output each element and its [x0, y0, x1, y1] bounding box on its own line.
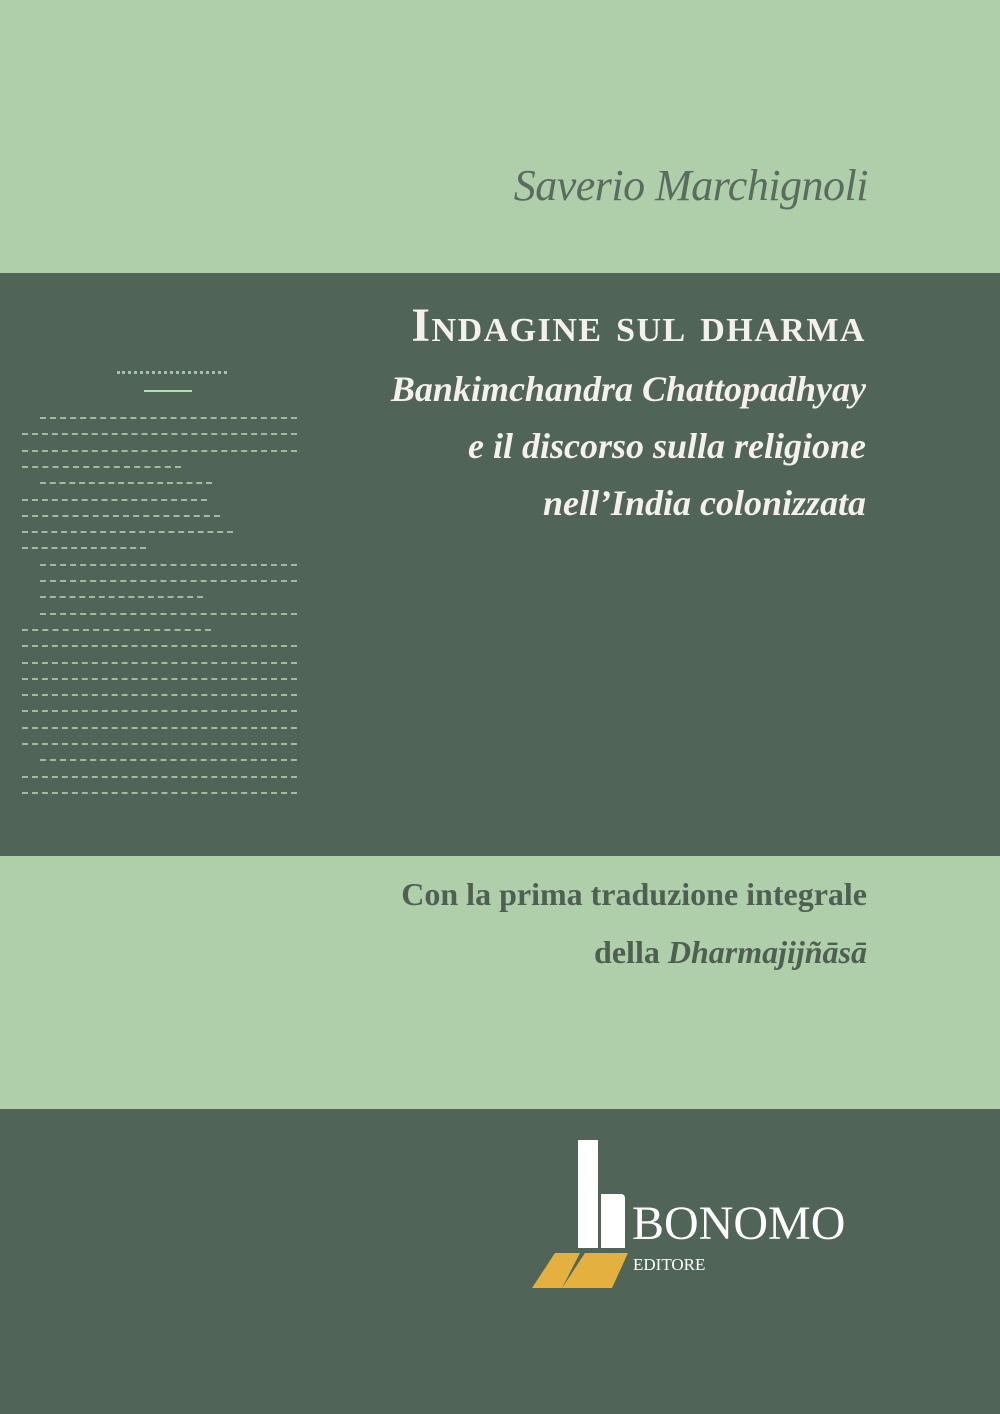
manuscript-text-line — [40, 417, 297, 425]
manuscript-text-line — [22, 678, 297, 686]
manuscript-text-line — [22, 433, 297, 441]
manuscript-text-line — [40, 482, 212, 490]
manuscript-text-line — [40, 613, 297, 621]
manuscript-text-line — [22, 499, 207, 507]
subtitle-line-2: e il discorso sulla religione — [467, 426, 866, 466]
manuscript-text-line — [22, 727, 297, 735]
publisher-name: BONOMO — [632, 1197, 846, 1250]
tagline-line-1: Con la prima traduzione integrale — [401, 876, 867, 912]
manuscript-text-line — [40, 580, 297, 588]
manuscript-text-line — [22, 710, 297, 718]
subtitle-line-1: Bankimchandra Chattopadhyay — [390, 369, 866, 409]
publisher-logo — [528, 1138, 878, 1298]
manuscript-text-line — [22, 450, 297, 458]
manuscript-text-line — [22, 776, 297, 784]
manuscript-text-line — [22, 466, 181, 474]
manuscript-text-line — [40, 564, 297, 572]
manuscript-text-line — [22, 547, 146, 555]
logo-short-bar — [601, 1194, 625, 1248]
manuscript-text-line — [22, 694, 297, 702]
manuscript-text-line — [40, 596, 203, 604]
manuscript-text-line — [22, 662, 297, 670]
manuscript-text-line — [22, 792, 297, 800]
manuscript-rule — [144, 390, 192, 392]
tagline-line-2 — [594, 934, 867, 971]
subtitle-line-3: nell’India colonizzata — [542, 483, 866, 523]
manuscript-text-line — [22, 629, 211, 637]
manuscript-text-line — [22, 515, 220, 523]
manuscript-heading — [117, 357, 227, 374]
manuscript-text-line — [22, 531, 233, 539]
tagline-prefix: della — [594, 934, 668, 970]
top-band — [0, 0, 1000, 273]
manuscript-text-line — [40, 759, 297, 767]
publisher-sub: EDITORE — [633, 1255, 706, 1274]
manuscript-text-line — [22, 645, 297, 653]
bengali-manuscript-image — [22, 345, 302, 820]
book-title: Indagine sul dharma — [411, 299, 866, 352]
manuscript-text-line — [22, 743, 297, 751]
logo-tall-bar — [578, 1140, 598, 1248]
author-name: Saverio Marchignoli — [513, 161, 868, 210]
tagline-italic-title: Dharmajijñāsā — [667, 934, 867, 970]
